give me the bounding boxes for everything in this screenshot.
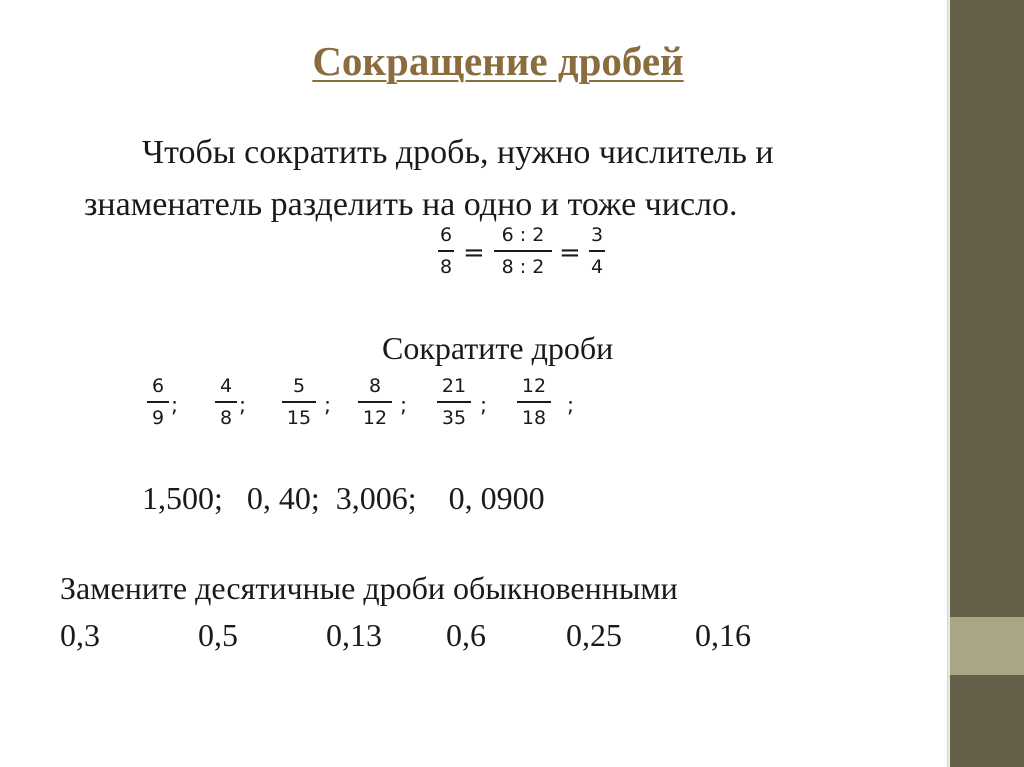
reduce-fraction-1: 6 9: [147, 374, 169, 430]
rule-text: [84, 127, 944, 231]
example-equals-1: =: [463, 238, 485, 268]
slide-title: Сокращение дробей: [312, 38, 684, 84]
convert-item-4: 0,6: [446, 617, 486, 653]
reduce-separator-4: ;: [400, 393, 408, 417]
convert-item-6: 0,16: [695, 617, 751, 653]
side-decor-accent: [950, 617, 1024, 675]
reduce-fraction-5: 21 35: [436, 374, 472, 430]
reduce-separator-5: ;: [480, 393, 488, 417]
example-fraction-2: 6 : 2 8 : 2: [493, 223, 553, 279]
convert-item-1: 0,3: [60, 617, 100, 653]
example-fraction-3: 3 4: [590, 224, 604, 278]
reduce-separator-6: ;: [567, 393, 575, 417]
reduce-fraction-3: 5 15: [281, 374, 317, 430]
convert-heading: Замените десятичные дроби обыкновенными: [60, 570, 678, 606]
reduce-separator-3: ;: [324, 393, 332, 417]
convert-item-5: 0,25: [566, 617, 622, 653]
rule-line-1: Чтобы сократить дробь, нужно числитель и: [142, 134, 774, 171]
reduce-fraction-4: 8 12: [357, 374, 393, 430]
reduce-fraction-6: 12 18: [516, 374, 552, 430]
convert-item-3: 0,13: [326, 617, 382, 653]
reduce-fraction-2: 4 8: [215, 374, 237, 430]
convert-item-2: 0,5: [198, 617, 238, 653]
reduce-separator-2: ;: [239, 393, 247, 417]
example-equals-2: =: [559, 238, 581, 268]
rule-line-2: знаменатель разделить на одно и тоже число.: [84, 186, 738, 223]
decimals-to-reduce: 1,500; 0, 40; 3,006; 0, 0900: [142, 480, 545, 516]
reduce-separator-1: ;: [171, 393, 179, 417]
example-fraction-1: 6 8: [439, 224, 453, 278]
reduce-heading: Сократите дроби: [382, 330, 614, 366]
